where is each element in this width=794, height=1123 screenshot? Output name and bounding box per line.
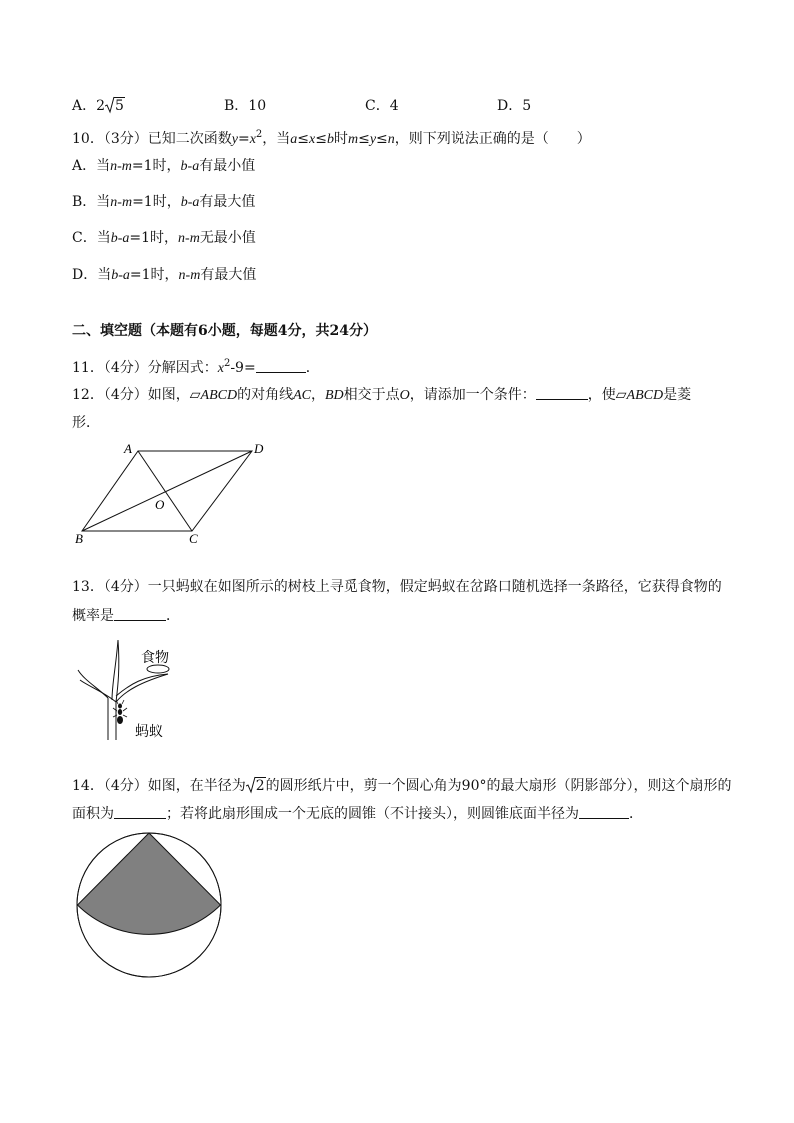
q10-option-a: A．当n-m=1时，b-a有最小值 (72, 158, 256, 174)
ant-icon (113, 700, 127, 724)
q10-stem: 10．（3分）已知二次函数$y=x^2$，当a≤x≤b时m≤y≤n，则下列说法正确的是（ ） (72, 129, 591, 147)
q13-answer-blank (114, 608, 166, 621)
shaded-sector (78, 833, 221, 934)
q9-option-a: A．2 5 (72, 98, 124, 114)
label-a: A (124, 441, 132, 456)
q14-line1: 14．（4分）如图，在半径为 2的圆形纸片中，剪一个圆心角为90°的最大扇形（阴影部分），则这个扇形的 (72, 778, 732, 794)
q12-line1: 12．（4分）如图，▱ABCD的对角线AC，BD相交于点O，请添加一个条件： ，使▱ABCD是菱 (72, 387, 692, 403)
q11-text: 11．（4分）分解因式：$x^2-9=$ ． (72, 358, 320, 376)
q10-option-d: D．当b-a=1时，n-m有最大值 (72, 267, 257, 283)
q14-area-blank (114, 806, 166, 819)
q13-line2: 概率是 ． (72, 608, 180, 624)
tree-branch-figure (72, 636, 202, 746)
label-c: C (189, 531, 198, 546)
label-b: B (75, 531, 83, 546)
circle-sector-figure (76, 832, 226, 982)
label-d: D (254, 441, 264, 456)
parallelogram-figure (72, 440, 272, 548)
q10-option-b: B．当n-m=1时，b-a有最大值 (72, 194, 256, 210)
q13-line1: 13．（4分）一只蚂蚁在如图所示的树枝上寻觅食物，假定蚂蚁在岔路口随机选择一条路径，它获得食物的 (72, 579, 722, 595)
sqrt-symbol: 5 (105, 97, 125, 115)
q10-option-c: C．当b-a=1时，n-m无最小值 (72, 230, 256, 246)
q12-line2: 形． (72, 415, 100, 431)
label-o: O (155, 497, 165, 512)
q9-option-b: B．10 (224, 98, 267, 114)
sqrt-symbol: 2 (246, 777, 266, 795)
q12-answer-blank (536, 387, 588, 400)
section-heading: 二、填空题（本题有6小题，每题4分，共24分） (72, 323, 377, 339)
food-label: 食物 (141, 651, 169, 666)
q11-answer-blank (256, 360, 306, 373)
ant-label: 蚂蚁 (135, 725, 163, 740)
food-marker (147, 665, 169, 673)
q14-radius-blank (579, 806, 629, 819)
q9-option-d: D．5 (497, 98, 532, 114)
q14-line2: 面积为 ；若将此扇形围成一个无底的圆锥（不计接头），则圆锥底面半径为 ． (72, 806, 643, 822)
q9-option-c: C．4 (365, 98, 399, 114)
